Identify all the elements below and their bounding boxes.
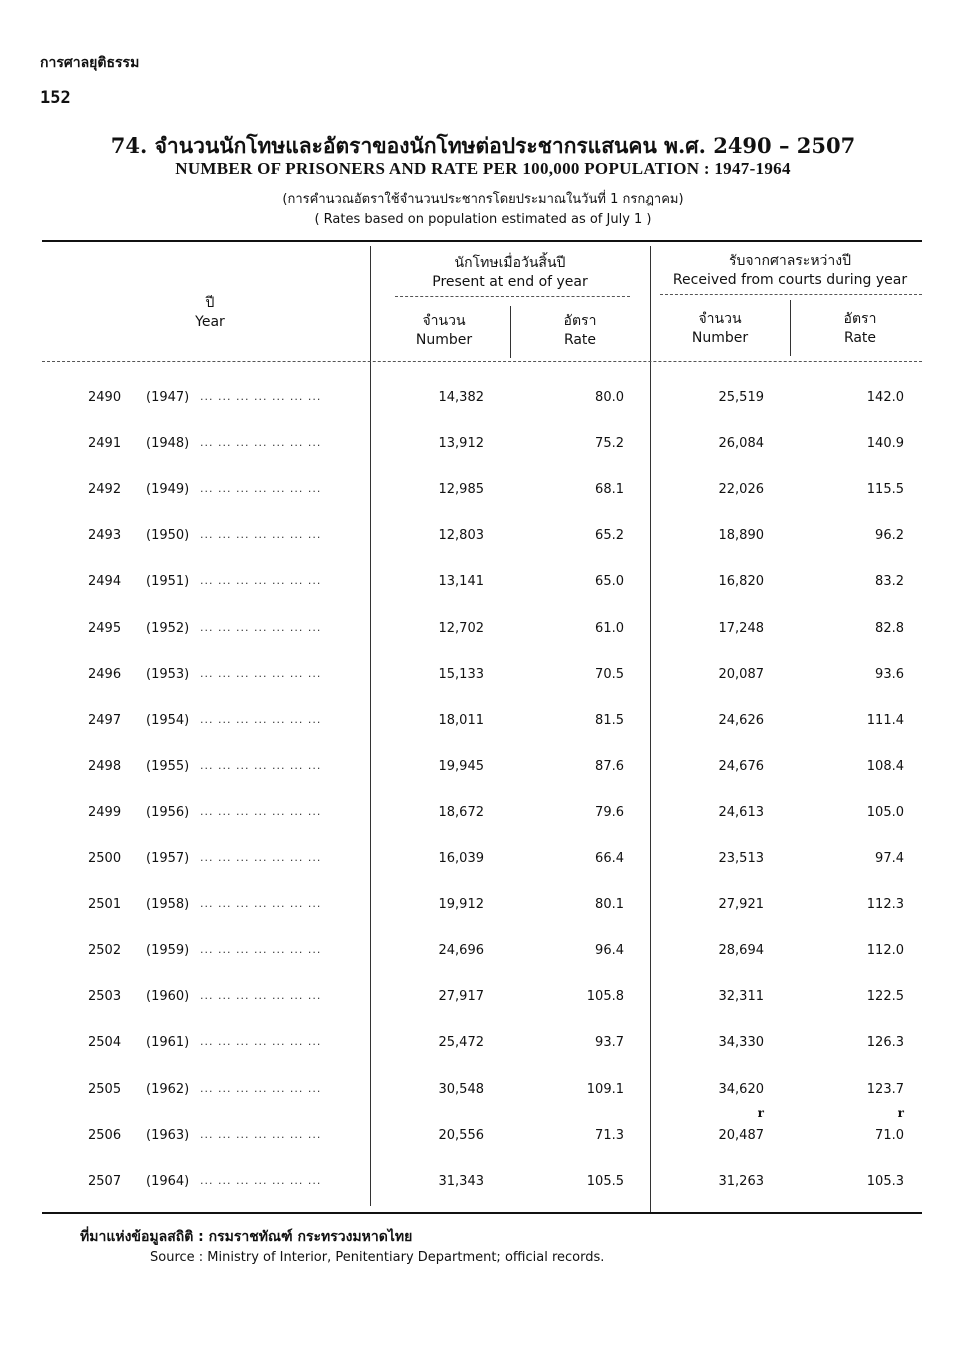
year-ce-cell: (1951) [146,574,190,589]
present-rate-cell: 80.1 [595,897,624,912]
year-ce-cell: (1963) [146,1128,190,1143]
leader-dots: ... ... ... ... ... ... ... [200,390,322,403]
page-number: 152 [40,88,71,108]
table-row [0,528,966,548]
year-ce-cell: (1948) [146,436,190,451]
received-rate-cell: 93.6 [875,667,904,682]
leader-dots: ... ... ... ... ... ... ... [200,897,322,910]
present-number-cell: 27,917 [438,989,484,1004]
year-ce-cell: (1955) [146,759,190,774]
present-number-cell: 13,141 [438,574,484,589]
year-ce-cell: (1964) [146,1174,190,1189]
table-row [0,851,966,871]
received-rate-cell: 82.8 [875,621,904,636]
received-header [655,252,925,290]
present-rate-cell: 109.1 [586,1082,624,1097]
year-ce-cell: (1960) [146,989,190,1004]
received-rate-header [812,310,908,348]
present-number-cell: 12,702 [438,621,484,636]
present-header [380,254,640,292]
year-be-cell: 2493 [88,528,122,543]
year-be-cell: 2507 [88,1174,122,1189]
year-be-cell: 2497 [88,713,122,728]
present-number-cell: 18,011 [438,713,484,728]
year-ce-cell: (1949) [146,482,190,497]
revised-mark-rate: r [897,1106,904,1120]
present-number-cell: 15,133 [438,667,484,682]
year-be-cell: 2499 [88,805,122,820]
present-rate-cell: 105.8 [586,989,624,1004]
present-rate-cell: 93.7 [595,1035,624,1050]
received-rate-cell: 122.5 [866,989,904,1004]
received-number-cell: 32,311 [718,989,764,1004]
year-ce-cell: (1952) [146,621,190,636]
present-rate-cell: 61.0 [595,621,624,636]
received-number-cell: 28,694 [718,943,764,958]
leader-dots: ... ... ... ... ... ... ... [200,851,322,864]
source-note-english: Source : Ministry of Interior, Penitentiary Department; official records. [150,1250,605,1265]
leader-dots: ... ... ... ... ... ... ... [200,574,322,587]
received-number-cell: 34,620 [718,1082,764,1097]
present-rate-cell: 96.4 [595,943,624,958]
leader-dots: ... ... ... ... ... ... ... [200,989,322,1002]
table-row [0,713,966,733]
present-number-cell: 12,985 [438,482,484,497]
year-header-thai: ปี [205,295,215,311]
received-rate-cell: 105.0 [866,805,904,820]
received-rate-cell: 112.0 [866,943,904,958]
received-number-cell: 25,519 [718,390,764,405]
received-number-cell: 17,248 [718,621,764,636]
present-number-cell: 14,382 [438,390,484,405]
received-number-cell: 20,487 [718,1128,764,1143]
leader-dots: ... ... ... ... ... ... ... [200,943,322,956]
year-be-cell: 2506 [88,1128,122,1143]
received-number-cell: 20,087 [718,667,764,682]
column-divider-present-sub [510,306,511,358]
received-rate-cell: 112.3 [866,897,904,912]
table-row [0,390,966,410]
year-header-english: Year [195,314,225,330]
present-number-cell: 16,039 [438,851,484,866]
year-be-cell: 2505 [88,1082,122,1097]
table-row [0,482,966,502]
year-be-cell: 2501 [88,897,122,912]
year-be-cell: 2502 [88,943,122,958]
year-be-cell: 2500 [88,851,122,866]
received-rate-cell: 97.4 [875,851,904,866]
table-bottom-rule [42,1212,922,1214]
present-number-cell: 13,912 [438,436,484,451]
rate-header-english: Rate [843,330,877,346]
received-number-cell: 24,626 [718,713,764,728]
group-rule-present [395,296,630,297]
present-rate-cell: 79.6 [595,805,624,820]
received-number-cell: 31,263 [718,1174,764,1189]
table-row [0,621,966,641]
present-rate-cell: 70.5 [595,667,624,682]
year-be-cell: 2495 [88,621,122,636]
table-row [0,1082,966,1102]
present-number-cell: 25,472 [438,1035,484,1050]
present-rate-cell: 75.2 [595,436,624,451]
source-note-thai: ที่มาแห่งข้อมูลสถิติ : กรมราชทัณฑ์ กระทรวงมหาดไทย [80,1229,413,1245]
rate-header-thai: อัตรา [843,311,877,327]
table-row [0,897,966,917]
table-row [0,1174,966,1194]
present-number-cell: 12,803 [438,528,484,543]
received-rate-cell: 83.2 [875,574,904,589]
present-rate-cell: 65.0 [595,574,624,589]
table-row [0,436,966,456]
present-rate-cell: 80.0 [595,390,624,405]
present-rate-cell: 68.1 [595,482,624,497]
present-rate-cell: 105.5 [586,1174,624,1189]
present-rate-cell: 71.3 [595,1128,624,1143]
leader-dots: ... ... ... ... ... ... ... [200,528,322,541]
present-number-cell: 24,696 [438,943,484,958]
present-header-english: Present at end of year [432,274,588,290]
leader-dots: ... ... ... ... ... ... ... [200,621,322,634]
received-header-english: Received from courts during year [672,272,908,288]
table-row [0,1035,966,1055]
leader-dots: ... ... ... ... ... ... ... [200,1128,322,1141]
present-rate-header [532,312,628,350]
table-title-thai: 74. จำนวนนักโทษและอัตราของนักโทษต่อประชากรแสนคน พ.ศ. 2490 – 2507 [110,133,856,158]
received-number-cell: 34,330 [718,1035,764,1050]
received-number-cell: 24,676 [718,759,764,774]
leader-dots: ... ... ... ... ... ... ... [200,482,322,495]
present-rate-cell: 81.5 [595,713,624,728]
table-row [0,989,966,1009]
leader-dots: ... ... ... ... ... ... ... [200,713,322,726]
received-number-cell: 27,921 [718,897,764,912]
table-top-rule [42,240,922,242]
number-header-thai: จำนวน [422,313,466,329]
received-rate-cell: 105.3 [866,1174,904,1189]
year-be-cell: 2490 [88,390,122,405]
year-be-cell: 2503 [88,989,122,1004]
year-ce-cell: (1961) [146,1035,190,1050]
present-number-cell: 30,548 [438,1082,484,1097]
year-ce-cell: (1953) [146,667,190,682]
year-ce-cell: (1962) [146,1082,190,1097]
received-rate-cell: 126.3 [866,1035,904,1050]
leader-dots: ... ... ... ... ... ... ... [200,436,322,449]
table-row [0,574,966,594]
received-number-cell: 18,890 [718,528,764,543]
present-number-cell: 18,672 [438,805,484,820]
rate-header-english: Rate [563,332,597,348]
received-rate-cell: 115.5 [866,482,904,497]
received-number-cell: 24,613 [718,805,764,820]
year-be-cell: 2491 [88,436,122,451]
group-rule-received [660,294,922,295]
table-note-english: ( Rates based on population estimated as of July 1 ) [314,212,652,227]
table-row [0,943,966,963]
number-header-english: Number [691,330,749,346]
year-ce-cell: (1950) [146,528,190,543]
table-row [0,805,966,825]
present-number-cell: 20,556 [438,1128,484,1143]
received-header-thai: รับจากศาลระหว่างปี [729,253,851,269]
revised-mark-number: r [757,1106,764,1120]
received-rate-cell: 111.4 [866,713,904,728]
year-be-cell: 2494 [88,574,122,589]
present-number-cell: 19,912 [438,897,484,912]
leader-dots: ... ... ... ... ... ... ... [200,1174,322,1187]
leader-dots: ... ... ... ... ... ... ... [200,667,322,680]
table-row [0,1106,966,1148]
received-rate-cell: 71.0 [875,1128,904,1143]
year-ce-cell: (1947) [146,390,190,405]
year-be-cell: 2498 [88,759,122,774]
rate-header-thai: อัตรา [563,313,597,329]
received-number-cell: 16,820 [718,574,764,589]
leader-dots: ... ... ... ... ... ... ... [200,1035,322,1048]
present-number-cell: 31,343 [438,1174,484,1189]
running-head: การศาลยุติธรรม [40,55,140,71]
year-ce-cell: (1959) [146,943,190,958]
received-number-cell: 22,026 [718,482,764,497]
year-be-cell: 2504 [88,1035,122,1050]
table-row [0,759,966,779]
year-be-cell: 2492 [88,482,122,497]
leader-dots: ... ... ... ... ... ... ... [200,805,322,818]
received-rate-cell: 108.4 [866,759,904,774]
received-number-cell: 23,513 [718,851,764,866]
received-rate-cell: 96.2 [875,528,904,543]
received-number-header [668,310,772,348]
number-header-english: Number [415,332,473,348]
received-rate-cell: 123.7 [866,1082,904,1097]
year-header [150,294,270,332]
table-row [0,667,966,687]
year-ce-cell: (1958) [146,897,190,912]
received-rate-cell: 140.9 [866,436,904,451]
header-bottom-rule [42,361,922,362]
year-ce-cell: (1956) [146,805,190,820]
year-be-cell: 2496 [88,667,122,682]
leader-dots: ... ... ... ... ... ... ... [200,1082,322,1095]
present-rate-cell: 65.2 [595,528,624,543]
year-ce-cell: (1954) [146,713,190,728]
number-header-thai: จำนวน [698,311,742,327]
table-note-thai: (การคำนวณอัตราใช้จำนวนประชากรโดยประมาณในวันที่ 1 กรกฎาคม) [282,192,684,207]
present-rate-cell: 87.6 [595,759,624,774]
present-number-cell: 19,945 [438,759,484,774]
year-ce-cell: (1957) [146,851,190,866]
table-title-english: NUMBER OF PRISONERS AND RATE PER 100,000 POPULATION : 1947-1964 [175,159,791,178]
present-rate-cell: 66.4 [595,851,624,866]
received-rate-cell: 142.0 [866,390,904,405]
received-number-cell: 26,084 [718,436,764,451]
present-header-thai: นักโทษเมื่อวันสิ้นปี [454,255,566,271]
leader-dots: ... ... ... ... ... ... ... [200,759,322,772]
present-number-header [392,312,496,350]
column-divider-received-sub [790,300,791,356]
